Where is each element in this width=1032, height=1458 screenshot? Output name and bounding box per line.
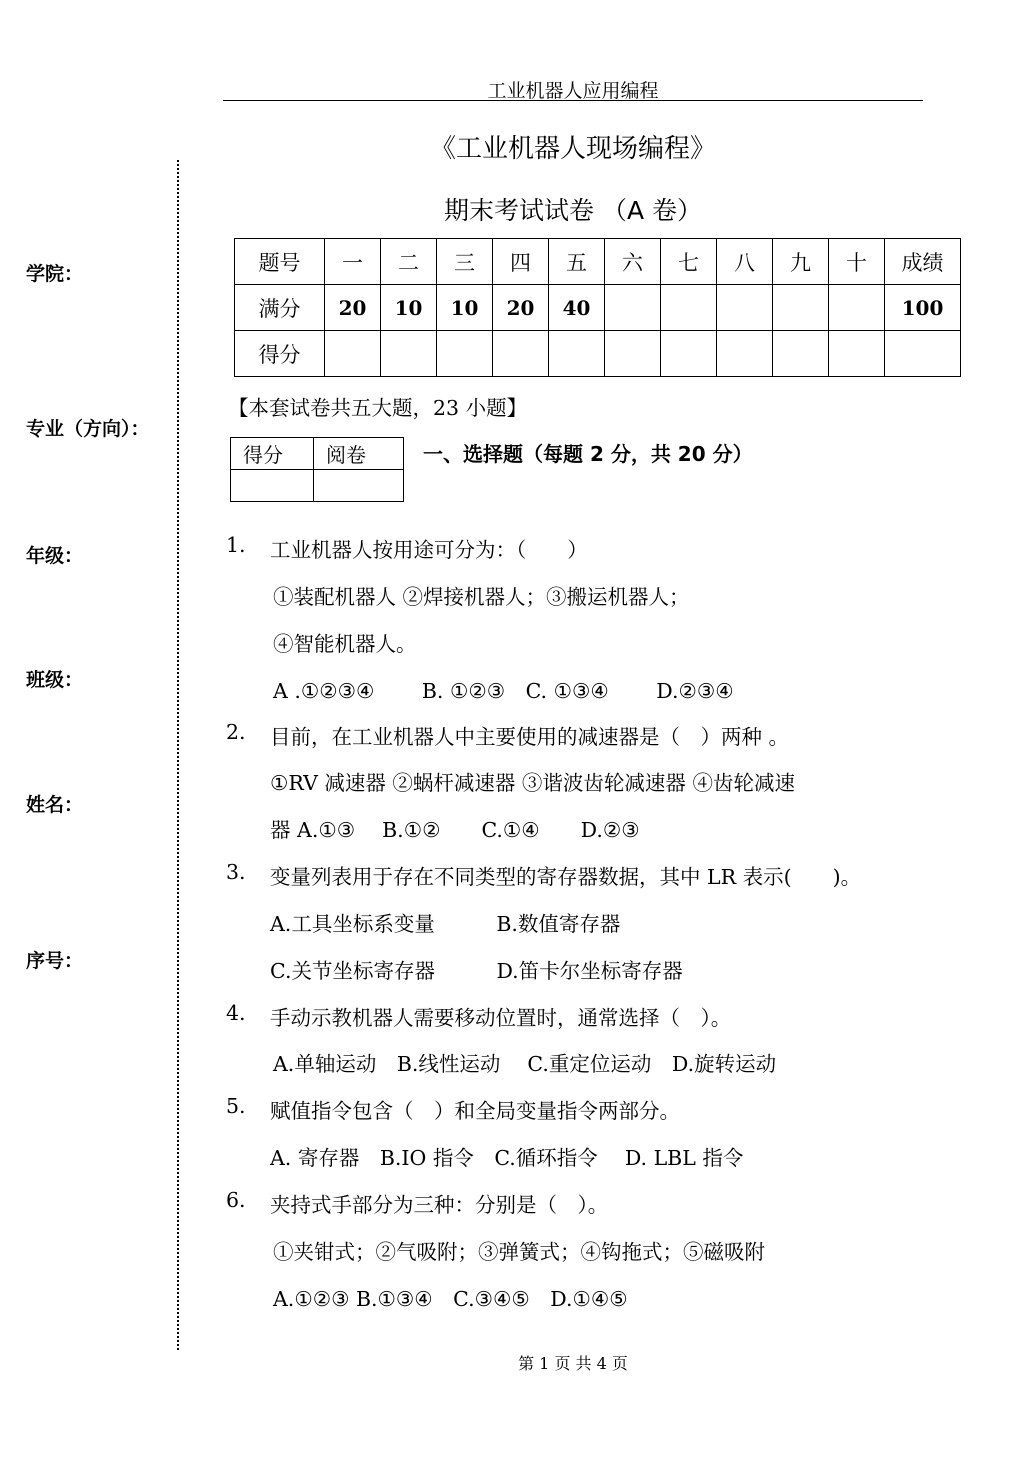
class-label: 班级： [26, 669, 84, 691]
full-score-total: 100 [885, 285, 961, 331]
header-cell-5: 五 [549, 239, 605, 285]
running-header: 工业机器人应用编程 [487, 80, 659, 102]
question-number: 1. [226, 533, 246, 557]
header-rule [223, 100, 923, 101]
exam-title: 《工业机器人现场编程》 [429, 134, 716, 164]
question-line: ①夹钳式；②气吸附；③弹簧式；④钩拖式；⑤磁吸附 [273, 1240, 765, 1264]
earned-score-cell[interactable] [493, 331, 549, 377]
earned-score-cell[interactable] [549, 331, 605, 377]
question-line: ④智能机器人。 [273, 632, 417, 656]
question-options: A. 寄存器 B.IO 指令 C.循环指令 D. LBL 指令 [270, 1146, 744, 1170]
serial-label: 序号： [26, 950, 84, 972]
question-stem: 夹持式手部分为三种：分别是（ ）。 [270, 1193, 609, 1217]
score-table [234, 238, 961, 377]
header-cell-10: 十 [829, 239, 885, 285]
question-line: ①RV 减速器 ②蜗杆减速器 ③谐波齿轮减速器 ④齿轮减速 [270, 771, 795, 795]
header-cell-4: 四 [493, 239, 549, 285]
question-options: A .①②③④ B. ①②③ C. ①③④ D.②③④ [273, 679, 734, 703]
earned-score-cell[interactable] [437, 331, 493, 377]
full-score-cell: 10 [381, 285, 437, 331]
question-number: 5. [226, 1094, 246, 1118]
grader-box [230, 437, 404, 502]
college-label: 学院： [26, 263, 84, 285]
question-number: 3. [226, 860, 246, 884]
exam-summary: 【本套试卷共五大题，23 小题】 [228, 396, 528, 420]
question-options: A.工具坐标系变量 B.数值寄存器 [270, 912, 621, 936]
earned-score-cell[interactable] [717, 331, 773, 377]
full-score-cell [829, 285, 885, 331]
grader-reviewer-cell[interactable] [314, 470, 404, 502]
header-cell-9: 九 [773, 239, 829, 285]
full-score-cell: 20 [325, 285, 381, 331]
header-cell-7: 七 [661, 239, 717, 285]
question-line: ①装配机器人 ②焊接机器人；③搬运机器人； [273, 585, 690, 609]
question-options: A.①②③ B.①③④ C.③④⑤ D.①④⑤ [273, 1287, 628, 1311]
exam-subtitle: 期末考试试卷 （A 卷） [444, 196, 702, 225]
page-footer: 第 1 页 共 4 页 [518, 1354, 628, 1373]
question-stem: 赋值指令包含（ ）和全局变量指令两部分。 [270, 1099, 680, 1123]
earned-score-cell[interactable] [605, 331, 661, 377]
full-score-cell [773, 285, 829, 331]
score-table-row-earned [235, 331, 961, 377]
grader-score-label: 得分 [231, 438, 314, 470]
question-number: 2. [226, 720, 246, 744]
header-cell-1: 一 [325, 239, 381, 285]
grader-score-cell[interactable] [231, 470, 314, 502]
header-cell-3: 三 [437, 239, 493, 285]
earned-score-total[interactable] [885, 331, 961, 377]
earned-score-cell[interactable] [381, 331, 437, 377]
header-cell-8: 八 [717, 239, 773, 285]
score-table-row-header [235, 239, 961, 285]
row-label-question-no: 题号 [235, 239, 325, 285]
header-cell-2: 二 [381, 239, 437, 285]
question-stem: 变量列表用于存在不同类型的寄存器数据，其中 LR 表示( )。 [270, 865, 862, 889]
header-cell-total: 成绩 [885, 239, 961, 285]
question-stem: 工业机器人按用途可分为：（ ） [270, 538, 588, 562]
full-score-cell: 40 [549, 285, 605, 331]
binding-dotted-line [177, 160, 179, 1350]
score-table-row-full [235, 285, 961, 331]
grade-label: 年级： [26, 545, 84, 567]
question-options: 器 A.①③ B.①② C.①④ D.②③ [270, 818, 640, 842]
row-label-earned-score: 得分 [235, 331, 325, 377]
earned-score-cell[interactable] [661, 331, 717, 377]
question-number: 4. [226, 1001, 246, 1025]
earned-score-cell[interactable] [773, 331, 829, 377]
full-score-cell [605, 285, 661, 331]
grader-reviewer-label: 阅卷 [314, 438, 404, 470]
row-label-full-score: 满分 [235, 285, 325, 331]
question-number: 6. [226, 1188, 246, 1212]
earned-score-cell[interactable] [829, 331, 885, 377]
full-score-cell: 20 [493, 285, 549, 331]
full-score-cell [717, 285, 773, 331]
question-options: C.关节坐标寄存器 D.笛卡尔坐标寄存器 [270, 959, 683, 983]
question-stem: 目前，在工业机器人中主要使用的减速器是（ ）两种 。 [270, 725, 790, 749]
major-label: 专业（方向）： [26, 418, 150, 440]
section-1-title: 一、选择题（每题 2 分，共 20 分） [423, 442, 753, 466]
full-score-cell [661, 285, 717, 331]
header-cell-6: 六 [605, 239, 661, 285]
earned-score-cell[interactable] [325, 331, 381, 377]
question-options: A.单轴运动 B.线性运动 C.重定位运动 D.旋转运动 [273, 1052, 777, 1076]
question-stem: 手动示教机器人需要移动位置时，通常选择（ ）。 [270, 1006, 732, 1030]
name-label: 姓名： [26, 794, 84, 816]
full-score-cell: 10 [437, 285, 493, 331]
